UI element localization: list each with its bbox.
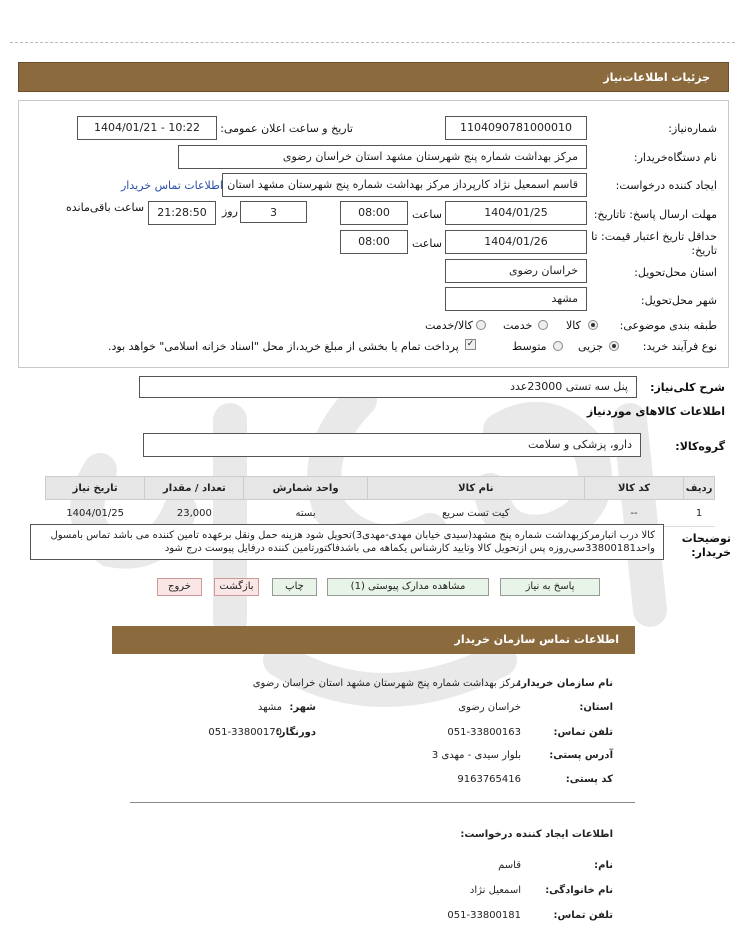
- announce-date-label: تاریخ و ساعت اعلان عمومی:: [220, 122, 353, 135]
- deadline-time-field: 08:00: [340, 201, 408, 225]
- contact-phone-label: تلفن تماس:: [553, 727, 613, 738]
- category-goods-radio[interactable]: [588, 320, 598, 330]
- contact-city-value: مشهد: [257, 702, 282, 713]
- contact-province-value: خراسان رضوی: [458, 702, 521, 713]
- category-both-radio[interactable]: [476, 320, 486, 330]
- category-both-label: کالا/خدمت: [425, 319, 473, 332]
- city-field: مشهد: [445, 287, 587, 311]
- contact-section-title: اطلاعات تماس سازمان خریدار: [112, 626, 635, 654]
- creator-label: ایجاد کننده درخواست:: [615, 179, 717, 192]
- cell-goods-code: --: [584, 500, 683, 527]
- announce-date-field: 1404/01/21 - 10:22: [77, 116, 217, 140]
- payment-note: پرداخت تمام یا بخشی از مبلغ خرید،از محل "اسناد خزانه اسلامی" خواهد بود.: [108, 340, 459, 353]
- col-need-date: تاریخ نیاز: [46, 477, 145, 500]
- creator-section-title: اطلاعات ایجاد کننده درخواست:: [460, 829, 613, 840]
- province-label: استان محل‌تحویل:: [634, 266, 717, 279]
- description-field: پنل سه تستی 23000عدد: [139, 376, 637, 398]
- contact-postal-value: 9163765416: [457, 774, 521, 785]
- buyer-notes-field: کالا درب انبارمرکزبهداشت شماره پنج مشهد(سیدی خیابان مهدی-مهدی3)تحویل شود هزینه حمل ونقل برعهده تامین کننده می باشد تماس بامسول واحد33800181سی‌روزه پس ازتحویل کالا وتایید کارشناس یکماهه می باشدفاکتورتامین کننده درفایل پیوست درج شود: [30, 524, 664, 560]
- col-unit: واحد شمارش: [244, 477, 367, 500]
- deadline-time-label: ساعت: [412, 208, 442, 221]
- process-medium-radio[interactable]: [553, 341, 563, 351]
- reply-button[interactable]: پاسخ به نیاز: [500, 578, 600, 596]
- creator-name-value: قاسم: [498, 860, 521, 871]
- contact-address-label: آدرس پستی:: [549, 750, 613, 761]
- cell-row-number: 1: [684, 500, 715, 527]
- contact-org-value: مرکز بهداشت شماره پنج شهرستان مشهد استان خراسان رضوی: [252, 678, 521, 689]
- city-label: شهر محل‌تحویل:: [640, 294, 717, 307]
- contact-city-label: شهر:: [289, 702, 316, 713]
- col-row-number: ردیف: [684, 477, 715, 500]
- days-field: 3: [240, 201, 307, 223]
- creator-field: قاسم اسمعیل نژاد کارپرداز مرکز بهداشت شماره پنج شهرستان مشهد استان: [222, 173, 587, 197]
- goods-group-label: گروه‌کالا:: [675, 440, 725, 453]
- validity-time-field: 08:00: [340, 230, 408, 254]
- cell-goods-name: کیت تست سریع: [367, 500, 584, 527]
- remaining-time-field: 21:28:50: [148, 201, 216, 225]
- validity-time-label: ساعت: [412, 237, 442, 250]
- category-service-radio[interactable]: [538, 320, 548, 330]
- creator-name-label: نام:: [594, 860, 613, 871]
- contact-fax-label: دورنگار:: [275, 727, 316, 738]
- print-button[interactable]: چاپ: [272, 578, 317, 596]
- process-minor-label: جزیی: [578, 340, 604, 353]
- col-quantity: تعداد / مقدار: [145, 477, 244, 500]
- table-row: [46, 500, 715, 527]
- validity-label: حداقل تاریخ اعتبار قیمت: تا تاریخ:: [591, 230, 717, 257]
- deadline-label: مهلت ارسال پاسخ: تاتاریخ:: [593, 208, 717, 221]
- process-label: نوع فرآیند خرید:: [642, 340, 717, 353]
- goods-table: [45, 476, 715, 527]
- cell-need-date: 1404/01/25: [46, 500, 145, 527]
- need-number-field: 1104090781000010: [445, 116, 587, 140]
- cell-quantity: 23,000: [145, 500, 244, 527]
- category-label: طبقه بندی موضوعی:: [619, 319, 717, 332]
- creator-family-label: نام خانوادگی:: [545, 885, 613, 896]
- col-goods-name: نام کالا: [367, 477, 584, 500]
- exit-button[interactable]: خروج: [157, 578, 202, 596]
- deadline-date-field: 1404/01/25: [445, 201, 587, 225]
- creator-phone-label: تلفن تماس:: [553, 910, 613, 921]
- process-medium-label: متوسط: [512, 340, 547, 353]
- contact-org-label: نام سازمان خریدار:: [517, 678, 613, 689]
- cell-unit: بسته: [244, 500, 367, 527]
- buyer-org-field: مرکز بهداشت شماره پنج شهرستان مشهد استان خراسان رضوی: [178, 145, 587, 169]
- goods-info-label: اطلاعات کالاهای موردنیاز: [586, 405, 725, 418]
- back-button[interactable]: بازگشت: [214, 578, 259, 596]
- need-number-label: شماره‌نیاز:: [668, 122, 717, 135]
- treasury-checkbox[interactable]: ✓: [466, 339, 475, 349]
- contact-province-label: استان:: [579, 702, 613, 713]
- contact-postal-label: کد پستی:: [565, 774, 613, 785]
- table-header-row: [46, 477, 715, 500]
- remaining-label: ساعت باقی‌مانده: [66, 201, 145, 214]
- description-label: شرح کلی‌نیاز:: [650, 381, 725, 394]
- category-service-label: خدمت: [503, 319, 533, 332]
- contact-address-value: بلوار سیدی - مهدی 3: [431, 750, 521, 761]
- goods-group-field: دارو، پزشکی و سلامت: [143, 433, 641, 457]
- col-goods-code: کد کالا: [584, 477, 683, 500]
- days-label: روز: [222, 205, 238, 218]
- buyer-notes-label: توضیحات خریدار:: [681, 532, 731, 559]
- contact-fax-value: 051-33800170: [208, 727, 282, 738]
- buyer-org-label: نام دستگاه‌خریدار:: [633, 151, 717, 164]
- category-goods-label: کالا: [566, 319, 581, 332]
- validity-date-field: 1404/01/26: [445, 230, 587, 254]
- creator-phone-value: 051-33800181: [447, 910, 521, 921]
- province-field: خراسان رضوی: [445, 259, 587, 283]
- creator-family-value: اسمعیل نژاد: [469, 885, 521, 896]
- contact-phone-value: 051-33800163: [447, 727, 521, 738]
- buyer-contact-link[interactable]: اطلاعات تماس خریدار: [121, 179, 223, 192]
- attachments-button[interactable]: مشاهده مدارک پیوستی (1): [327, 578, 489, 596]
- watermark-logo: [30, 360, 720, 780]
- top-divider: [10, 42, 735, 43]
- contact-divider: [130, 802, 635, 803]
- page-title: جزئیات اطلاعات‌نیاز: [18, 62, 729, 92]
- process-minor-radio[interactable]: [609, 341, 619, 351]
